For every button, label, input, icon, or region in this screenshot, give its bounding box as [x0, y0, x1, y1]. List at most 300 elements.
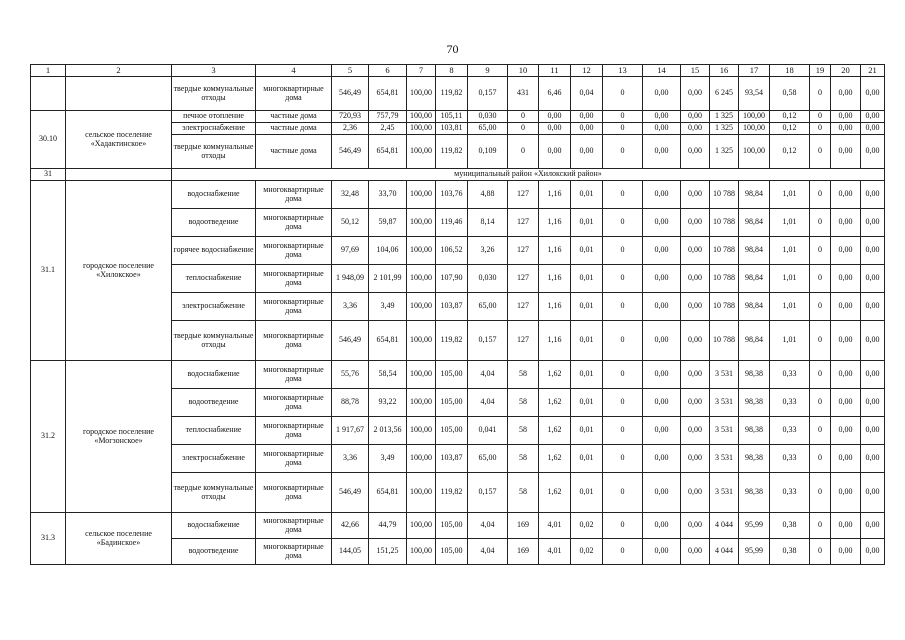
- table-cell: 0: [603, 473, 643, 513]
- table-cell: 105,00: [436, 361, 468, 389]
- table-cell: 1,62: [539, 389, 571, 417]
- page-number: 70: [446, 42, 459, 56]
- table-cell: 4 044: [710, 513, 739, 539]
- column-header: 9: [468, 65, 508, 77]
- table-cell: 1,01: [770, 293, 810, 321]
- table-cell: 0,00: [643, 539, 681, 565]
- table-cell: 100,00: [407, 445, 436, 473]
- table-cell: 100,00: [407, 123, 436, 135]
- table-cell: 0,00: [861, 77, 885, 111]
- table-cell: 0,01: [571, 181, 603, 209]
- table-cell: твердые коммунальные отходы: [172, 321, 256, 361]
- table-cell: 1,01: [770, 209, 810, 237]
- column-header: 8: [436, 65, 468, 77]
- table-cell: 100,00: [407, 473, 436, 513]
- table-cell: 0: [810, 209, 831, 237]
- table-cell: 127: [508, 293, 539, 321]
- table-cell: 58: [508, 389, 539, 417]
- table-cell: 0: [603, 513, 643, 539]
- table-cell: 104,06: [369, 237, 407, 265]
- table-cell: 0: [810, 181, 831, 209]
- table-cell: 3,49: [369, 445, 407, 473]
- settlement-name: [66, 77, 172, 111]
- table-cell: 1,62: [539, 361, 571, 389]
- table-cell: частные дома: [256, 111, 332, 123]
- table-cell: 546,49: [332, 77, 369, 111]
- table-cell: 0,00: [861, 237, 885, 265]
- column-header: 2: [66, 65, 172, 77]
- table-cell: 119,82: [436, 77, 468, 111]
- table-cell: 0,58: [770, 77, 810, 111]
- table-cell: 65,00: [468, 445, 508, 473]
- table-cell: 169: [508, 539, 539, 565]
- column-header: 19: [810, 65, 831, 77]
- table-cell: частные дома: [256, 123, 332, 135]
- table-cell: 65,00: [468, 123, 508, 135]
- table-cell: 0,00: [681, 123, 710, 135]
- table-cell: 0,00: [861, 293, 885, 321]
- data-table: [30, 64, 885, 565]
- table-cell: 0,00: [681, 209, 710, 237]
- table-cell: 0,00: [861, 513, 885, 539]
- table-cell: 100,00: [407, 389, 436, 417]
- table-cell: 97,69: [332, 237, 369, 265]
- table-cell: 0,12: [770, 111, 810, 123]
- table-cell: 0: [508, 123, 539, 135]
- table-cell: 103,87: [436, 293, 468, 321]
- table-cell: 100,00: [407, 77, 436, 111]
- table-cell: 58: [508, 361, 539, 389]
- table-cell: 42,66: [332, 513, 369, 539]
- table-cell: 100,00: [407, 321, 436, 361]
- table-cell: 100,00: [407, 417, 436, 445]
- table-cell: 58,54: [369, 361, 407, 389]
- table-cell: 0,00: [831, 293, 861, 321]
- table-cell: 654,81: [369, 77, 407, 111]
- table-cell: 1 917,67: [332, 417, 369, 445]
- table-cell: 4 044: [710, 539, 739, 565]
- column-header: 18: [770, 65, 810, 77]
- table-cell: 0,00: [643, 237, 681, 265]
- table-cell: многоквартирные дома: [256, 361, 332, 389]
- table-cell: 0,00: [681, 473, 710, 513]
- table-cell: 0,00: [861, 265, 885, 293]
- table-cell: 10 788: [710, 181, 739, 209]
- table-cell: 58: [508, 445, 539, 473]
- table-cell: 100,00: [739, 135, 770, 169]
- table-cell: 0,00: [643, 111, 681, 123]
- table-cell: 119,82: [436, 473, 468, 513]
- table-cell: горячее водоснабжение: [172, 237, 256, 265]
- table-cell: 0,00: [681, 181, 710, 209]
- table-cell: 3,26: [468, 237, 508, 265]
- settlement-id: 31.2: [31, 361, 66, 513]
- table-cell: 105,11: [436, 111, 468, 123]
- table-cell: 2 101,99: [369, 265, 407, 293]
- table-cell: твердые коммунальные отходы: [172, 135, 256, 169]
- table-cell: 0,00: [831, 539, 861, 565]
- table-cell: 0: [603, 135, 643, 169]
- table-cell: 0,00: [681, 293, 710, 321]
- table-cell: 93,54: [739, 77, 770, 111]
- table-cell: 0,01: [571, 265, 603, 293]
- table-cell: 100,00: [407, 135, 436, 169]
- table-cell: 1,01: [770, 181, 810, 209]
- table-cell: 1 325: [710, 123, 739, 135]
- table-cell: многоквартирные дома: [256, 209, 332, 237]
- table-cell: 0: [810, 417, 831, 445]
- table-cell: 4,04: [468, 539, 508, 565]
- table-cell: 0: [810, 111, 831, 123]
- table-cell: 546,49: [332, 135, 369, 169]
- table-cell: 0,00: [861, 181, 885, 209]
- column-header: 21: [861, 65, 885, 77]
- table-cell: 0,01: [571, 321, 603, 361]
- table-cell: 169: [508, 513, 539, 539]
- table-cell: 0: [810, 135, 831, 169]
- table-cell: 98,84: [739, 321, 770, 361]
- table-cell: 4,04: [468, 361, 508, 389]
- table-row: [31, 361, 885, 389]
- table-cell: 0,157: [468, 321, 508, 361]
- settlement-name: сельское поселение «Бадинское»: [66, 513, 172, 565]
- table-cell: 127: [508, 181, 539, 209]
- table-cell: многоквартирные дома: [256, 77, 332, 111]
- table-cell: теплоснабжение: [172, 417, 256, 445]
- settlement-id: 31.1: [31, 181, 66, 361]
- table-cell: 0,00: [831, 265, 861, 293]
- table-cell: 0,00: [861, 361, 885, 389]
- table-cell: 0,00: [643, 123, 681, 135]
- table-cell: 98,38: [739, 389, 770, 417]
- table-cell: многоквартирные дома: [256, 265, 332, 293]
- table-cell: 0,00: [571, 135, 603, 169]
- settlement-name: сельское поселение «Хадактинское»: [66, 111, 172, 169]
- table-cell: 0,00: [643, 389, 681, 417]
- table-cell: 127: [508, 265, 539, 293]
- table-cell: 0,00: [831, 237, 861, 265]
- table-row: [31, 513, 885, 539]
- table-cell: 0,00: [831, 123, 861, 135]
- table-cell: 0: [603, 123, 643, 135]
- table-cell: электроснабжение: [172, 293, 256, 321]
- section-row: [31, 169, 885, 181]
- table-cell: 0,02: [571, 513, 603, 539]
- table-cell: 0: [603, 539, 643, 565]
- table-cell: 1,62: [539, 473, 571, 513]
- table-cell: 95,99: [739, 539, 770, 565]
- table-cell: 3,36: [332, 293, 369, 321]
- table-cell: 0,00: [831, 321, 861, 361]
- table-cell: 0,00: [681, 237, 710, 265]
- column-header: 6: [369, 65, 407, 77]
- table-cell: 0,00: [861, 135, 885, 169]
- table-cell: 0: [603, 77, 643, 111]
- table-cell: 1,16: [539, 209, 571, 237]
- table-cell: 0,12: [770, 123, 810, 135]
- table-cell: 0,00: [681, 389, 710, 417]
- table-cell: 98,38: [739, 361, 770, 389]
- table-cell: 0,00: [831, 209, 861, 237]
- table-cell: 0: [810, 265, 831, 293]
- table-cell: 0: [603, 265, 643, 293]
- table-cell: 119,82: [436, 321, 468, 361]
- table-cell: 6 245: [710, 77, 739, 111]
- table-cell: 0: [810, 123, 831, 135]
- table-cell: 1,16: [539, 181, 571, 209]
- table-cell: 1 948,09: [332, 265, 369, 293]
- table-cell: 0: [603, 321, 643, 361]
- table-cell: 0,00: [831, 111, 861, 123]
- table-cell: 0: [810, 539, 831, 565]
- table-cell: 0,12: [770, 135, 810, 169]
- table-cell: 0,00: [681, 539, 710, 565]
- table-cell: многоквартирные дома: [256, 473, 332, 513]
- table-cell: 3 531: [710, 445, 739, 473]
- table-cell: 4,04: [468, 513, 508, 539]
- table-cell: 1 325: [710, 111, 739, 123]
- table-cell: 100,00: [407, 265, 436, 293]
- table-cell: электроснабжение: [172, 123, 256, 135]
- column-header: 14: [643, 65, 681, 77]
- table-cell: 127: [508, 209, 539, 237]
- table-cell: 1,01: [770, 321, 810, 361]
- column-header: 7: [407, 65, 436, 77]
- table-cell: водоотведение: [172, 539, 256, 565]
- table-cell: 93,22: [369, 389, 407, 417]
- table-cell: 0,00: [643, 77, 681, 111]
- table-cell: многоквартирные дома: [256, 237, 332, 265]
- table-cell: 0: [810, 361, 831, 389]
- table-cell: 0,109: [468, 135, 508, 169]
- table-cell: 1,16: [539, 265, 571, 293]
- table-cell: 98,38: [739, 445, 770, 473]
- table-cell: 0: [810, 77, 831, 111]
- table-cell: 0,00: [861, 389, 885, 417]
- table-cell: 0,01: [571, 237, 603, 265]
- table-cell: 0,00: [831, 445, 861, 473]
- table-cell: 0,00: [643, 321, 681, 361]
- table-cell: частные дома: [256, 135, 332, 169]
- table-cell: 0,00: [861, 123, 885, 135]
- table-cell: водоснабжение: [172, 181, 256, 209]
- table-cell: 0,33: [770, 473, 810, 513]
- table-cell: 98,84: [739, 237, 770, 265]
- table-cell: 0,01: [571, 389, 603, 417]
- table-cell: 654,81: [369, 473, 407, 513]
- table-cell: 0,00: [681, 513, 710, 539]
- table-cell: 3,36: [332, 445, 369, 473]
- table-cell: 720,93: [332, 111, 369, 123]
- table-cell: 103,87: [436, 445, 468, 473]
- table-cell: 0,00: [643, 209, 681, 237]
- table-cell: 0,01: [571, 361, 603, 389]
- column-header: 12: [571, 65, 603, 77]
- table-cell: 0: [603, 417, 643, 445]
- table-cell: 10 788: [710, 293, 739, 321]
- table-cell: 95,99: [739, 513, 770, 539]
- table-cell: 4,01: [539, 513, 571, 539]
- table-row: [31, 181, 885, 209]
- table-cell: 0,00: [681, 445, 710, 473]
- table-cell: 0,00: [643, 417, 681, 445]
- section-empty-cell: [66, 169, 172, 181]
- table-cell: 1,16: [539, 293, 571, 321]
- table-cell: 0,38: [770, 513, 810, 539]
- table-row: [31, 77, 885, 111]
- table-cell: 0,00: [643, 513, 681, 539]
- table-cell: 0,00: [861, 473, 885, 513]
- table-cell: 0,00: [861, 445, 885, 473]
- table-cell: 1,16: [539, 237, 571, 265]
- table-cell: 0,00: [831, 417, 861, 445]
- table-cell: 0,38: [770, 539, 810, 565]
- table-cell: многоквартирные дома: [256, 181, 332, 209]
- section-title: муниципальный район «Хилокский район»: [172, 169, 885, 181]
- table-cell: 0: [603, 209, 643, 237]
- table-cell: 0,157: [468, 77, 508, 111]
- table-cell: 0,030: [468, 111, 508, 123]
- table-cell: 3 531: [710, 473, 739, 513]
- table-cell: 50,12: [332, 209, 369, 237]
- table-cell: 10 788: [710, 321, 739, 361]
- table-cell: 65,00: [468, 293, 508, 321]
- table-cell: 105,00: [436, 417, 468, 445]
- table-cell: 100,00: [407, 181, 436, 209]
- settlement-name: городское поселение «Могзонское»: [66, 361, 172, 513]
- table-cell: 100,00: [407, 209, 436, 237]
- table-cell: 6,46: [539, 77, 571, 111]
- table-cell: 0: [603, 293, 643, 321]
- table-cell: 0,00: [861, 111, 885, 123]
- table-cell: многоквартирные дома: [256, 417, 332, 445]
- table-cell: твердые коммунальные отходы: [172, 473, 256, 513]
- table-cell: 0,01: [571, 473, 603, 513]
- table-cell: 0,00: [571, 123, 603, 135]
- settlement-id: 31.3: [31, 513, 66, 565]
- table-cell: 0,00: [831, 513, 861, 539]
- table-cell: 1,01: [770, 237, 810, 265]
- table-cell: 0,00: [643, 445, 681, 473]
- table-cell: 757,79: [369, 111, 407, 123]
- settlement-id: [31, 77, 66, 111]
- table-cell: печное отопление: [172, 111, 256, 123]
- table-cell: 100,00: [407, 237, 436, 265]
- table-cell: 10 788: [710, 265, 739, 293]
- table-cell: твердые коммунальные отходы: [172, 77, 256, 111]
- table-cell: 0,00: [861, 209, 885, 237]
- table-cell: 1,16: [539, 321, 571, 361]
- table-cell: 0,00: [681, 361, 710, 389]
- table-cell: 0: [810, 293, 831, 321]
- table-cell: 0,00: [571, 111, 603, 123]
- table-cell: 10 788: [710, 237, 739, 265]
- table-cell: 0,00: [539, 123, 571, 135]
- table-cell: 98,84: [739, 265, 770, 293]
- table-cell: 59,87: [369, 209, 407, 237]
- table-cell: 151,25: [369, 539, 407, 565]
- header-row: [31, 65, 885, 77]
- table-cell: 0,00: [681, 321, 710, 361]
- table-cell: 0,00: [831, 473, 861, 513]
- table-cell: 0,00: [681, 417, 710, 445]
- table-cell: 4,04: [468, 389, 508, 417]
- table-cell: 100,00: [407, 361, 436, 389]
- column-header: 15: [681, 65, 710, 77]
- table-cell: 0,00: [643, 361, 681, 389]
- table-cell: 546,49: [332, 321, 369, 361]
- table-cell: 0: [603, 181, 643, 209]
- column-header: 13: [603, 65, 643, 77]
- table-cell: 0,00: [831, 135, 861, 169]
- table-cell: 0,00: [861, 539, 885, 565]
- column-header: 4: [256, 65, 332, 77]
- table-cell: 55,76: [332, 361, 369, 389]
- table-cell: 0,01: [571, 445, 603, 473]
- table-cell: 144,05: [332, 539, 369, 565]
- table-cell: 0: [810, 321, 831, 361]
- table-cell: 0,04: [571, 77, 603, 111]
- table-cell: 105,00: [436, 513, 468, 539]
- table-cell: 0,01: [571, 417, 603, 445]
- table-cell: 119,46: [436, 209, 468, 237]
- table-cell: многоквартирные дома: [256, 389, 332, 417]
- column-header: 5: [332, 65, 369, 77]
- table-cell: 58: [508, 417, 539, 445]
- table-cell: 100,00: [407, 539, 436, 565]
- table-cell: 0,00: [643, 293, 681, 321]
- table-cell: 0,00: [539, 135, 571, 169]
- table-cell: 2,45: [369, 123, 407, 135]
- table-cell: 0,00: [861, 417, 885, 445]
- table-cell: 0,030: [468, 265, 508, 293]
- table-cell: 0: [603, 445, 643, 473]
- table-cell: 0,00: [643, 181, 681, 209]
- column-header: 10: [508, 65, 539, 77]
- table-cell: 0,00: [831, 77, 861, 111]
- table-cell: 1,01: [770, 265, 810, 293]
- table-cell: 0,33: [770, 445, 810, 473]
- table-cell: 44,79: [369, 513, 407, 539]
- column-header: 20: [831, 65, 861, 77]
- table-cell: 58: [508, 473, 539, 513]
- table-cell: 431: [508, 77, 539, 111]
- table-cell: 10 788: [710, 209, 739, 237]
- table-cell: 0,00: [831, 181, 861, 209]
- settlement-name: городское поселение «Хилокское»: [66, 181, 172, 361]
- table-cell: 0,00: [681, 265, 710, 293]
- table-cell: 3 531: [710, 417, 739, 445]
- table-cell: 100,00: [407, 513, 436, 539]
- table-cell: 0,00: [681, 77, 710, 111]
- table-cell: 0,00: [643, 473, 681, 513]
- column-header: 16: [710, 65, 739, 77]
- table-cell: 0,00: [831, 389, 861, 417]
- table-cell: 103,76: [436, 181, 468, 209]
- table-cell: многоквартирные дома: [256, 445, 332, 473]
- table-cell: 3,49: [369, 293, 407, 321]
- table-cell: 0: [603, 389, 643, 417]
- table-cell: 0,00: [681, 111, 710, 123]
- table-row: [31, 111, 885, 123]
- column-header: 11: [539, 65, 571, 77]
- table-cell: 3 531: [710, 361, 739, 389]
- table-cell: 103,81: [436, 123, 468, 135]
- table-cell: водоснабжение: [172, 361, 256, 389]
- table-cell: 105,00: [436, 389, 468, 417]
- table-cell: 105,00: [436, 539, 468, 565]
- table-cell: 100,00: [407, 111, 436, 123]
